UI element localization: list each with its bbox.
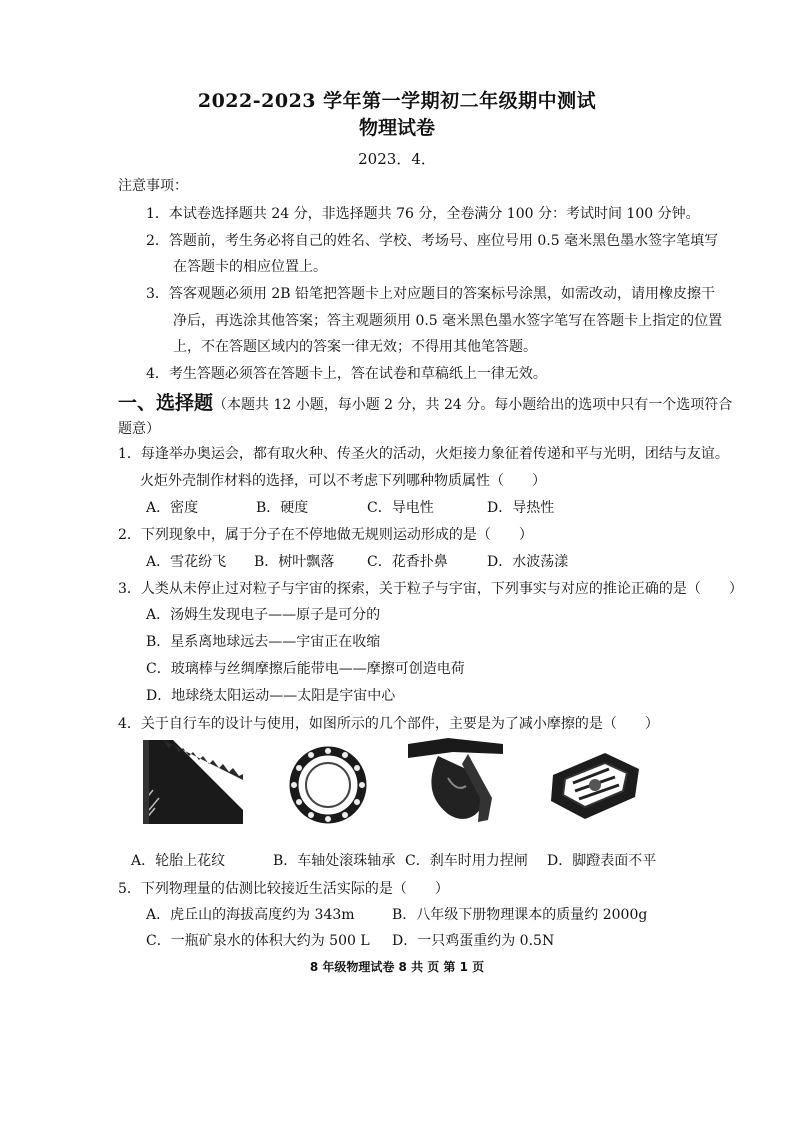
- section1-desc-cont: 题意）: [118, 421, 160, 437]
- q4-option-a: A．轮胎上花纹: [131, 853, 226, 869]
- q1-option-a: A．密度: [146, 500, 199, 516]
- q2-option-b: B．树叶飘落: [254, 554, 335, 570]
- q3-option-a: A．汤姆生发现电子——原子是可分的: [146, 607, 381, 623]
- notice-item-2-cont: 在答题卡的相应位置上。: [173, 259, 327, 275]
- ball-bearing-image: [283, 740, 373, 824]
- notice-item-3: 3．答客观题必须用 2B 铅笔把答题卡上对应题目的答案标号涂黑，如需改动，请用橡皮擦干: [146, 286, 716, 302]
- q4-option-b: B．车轴处滚珠轴承: [273, 853, 396, 869]
- q2-option-a: A．雪花纷飞: [146, 554, 227, 570]
- exam-title: 2022-2023 学年第一学期初二年级期中测试: [197, 90, 597, 112]
- page-footer: 8 年级物理试卷 8 共 页 第 1 页: [309, 960, 485, 974]
- q3-option-b: B．星系离地球远去——宇宙正在收缩: [146, 634, 381, 650]
- notice-item-2: 2．答题前，考生务必将自己的姓名、学校、考场号、座位号用 0.5 毫米黑色墨水签字笔填写: [146, 233, 719, 249]
- q1-option-b: B．硬度: [256, 500, 309, 516]
- q4-option-d: D．脚蹬表面不平: [547, 853, 657, 869]
- q5-option-b: B．八年级下册物理课本的质量约 2000g: [392, 907, 648, 923]
- section1-heading: 一、选择题: [118, 392, 214, 414]
- notice-item-3-cont2: 上，不在答题区域内的答案一律无效；不得用其他笔答题。: [173, 339, 537, 355]
- exam-date: 2023．4．: [358, 150, 436, 168]
- q5-stem: 5．下列物理量的估测比较接近生活实际的是（ ）: [118, 881, 449, 897]
- q2-option-c: C．花香扑鼻: [367, 554, 448, 570]
- q5-option-d: D．一只鸡蛋重约为 0.5N: [392, 933, 555, 949]
- section1-desc: （本题共 12 小题，每小题 2 分，共 24 分。每小题给出的选项中只有一个选项符合: [213, 397, 733, 413]
- q3-option-d: D．地球绕太阳运动——太阳是宇宙中心: [146, 688, 396, 704]
- tire-tread-image: [143, 740, 243, 824]
- notice-heading: 注意事项：: [118, 178, 188, 194]
- section1-header: [118, 388, 732, 415]
- brake-lever-image: [408, 738, 508, 826]
- q4-stem: 4．关于自行车的设计与使用，如图所示的几个部件，主要是为了减小摩擦的是（ ）: [118, 716, 659, 732]
- notice-item-4: 4．考生答题必须答在答题卡上，答在试卷和草稿纸上一律无效。: [146, 366, 547, 382]
- q1-stem: 1．每逢举办奥运会，都有取火种、传圣火的活动，火炬接力象征着传递和平与光明，团结与友谊。: [118, 446, 729, 462]
- q1-option-c: C．导电性: [367, 500, 434, 516]
- q1-stem-cont: 火炬外壳制作材料的选择，可以不考虑下列哪种物质属性（ ）: [140, 473, 546, 489]
- q5-option-c: C．一瓶矿泉水的体积大约为 500 L: [146, 933, 370, 949]
- q3-stem: 3．人类从未停止过对粒子与宇宙的探索，关于粒子与宇宙，下列事实与对应的推论正确的是（ ）: [118, 581, 743, 597]
- q5-option-a: A．虎丘山的海拔高度约为 343m: [146, 907, 355, 923]
- q3-option-c: C．玻璃棒与丝绸摩擦后能带电——摩擦可创造电荷: [146, 661, 465, 677]
- q1-option-d: D．导热性: [487, 500, 555, 516]
- q2-option-d: D．水波荡漾: [487, 554, 569, 570]
- q2-stem: 2．下列现象中，属于分子在不停地做无规则运动形成的是（ ）: [118, 527, 533, 543]
- q4-option-c: C．刹车时用力捏闸: [405, 853, 528, 869]
- pedal-image: [545, 745, 645, 823]
- notice-item-1: 1．本试卷选择题共 24 分，非选择题共 76 分，全卷满分 100 分：考试时间 100 分钟。: [146, 206, 700, 222]
- notice-item-3-cont1: 净后，再选涂其他答案；答主观题须用 0.5 毫米黑色墨水签字笔写在答题卡上指定的位置: [173, 313, 723, 329]
- exam-subtitle: 物理试卷: [358, 117, 435, 139]
